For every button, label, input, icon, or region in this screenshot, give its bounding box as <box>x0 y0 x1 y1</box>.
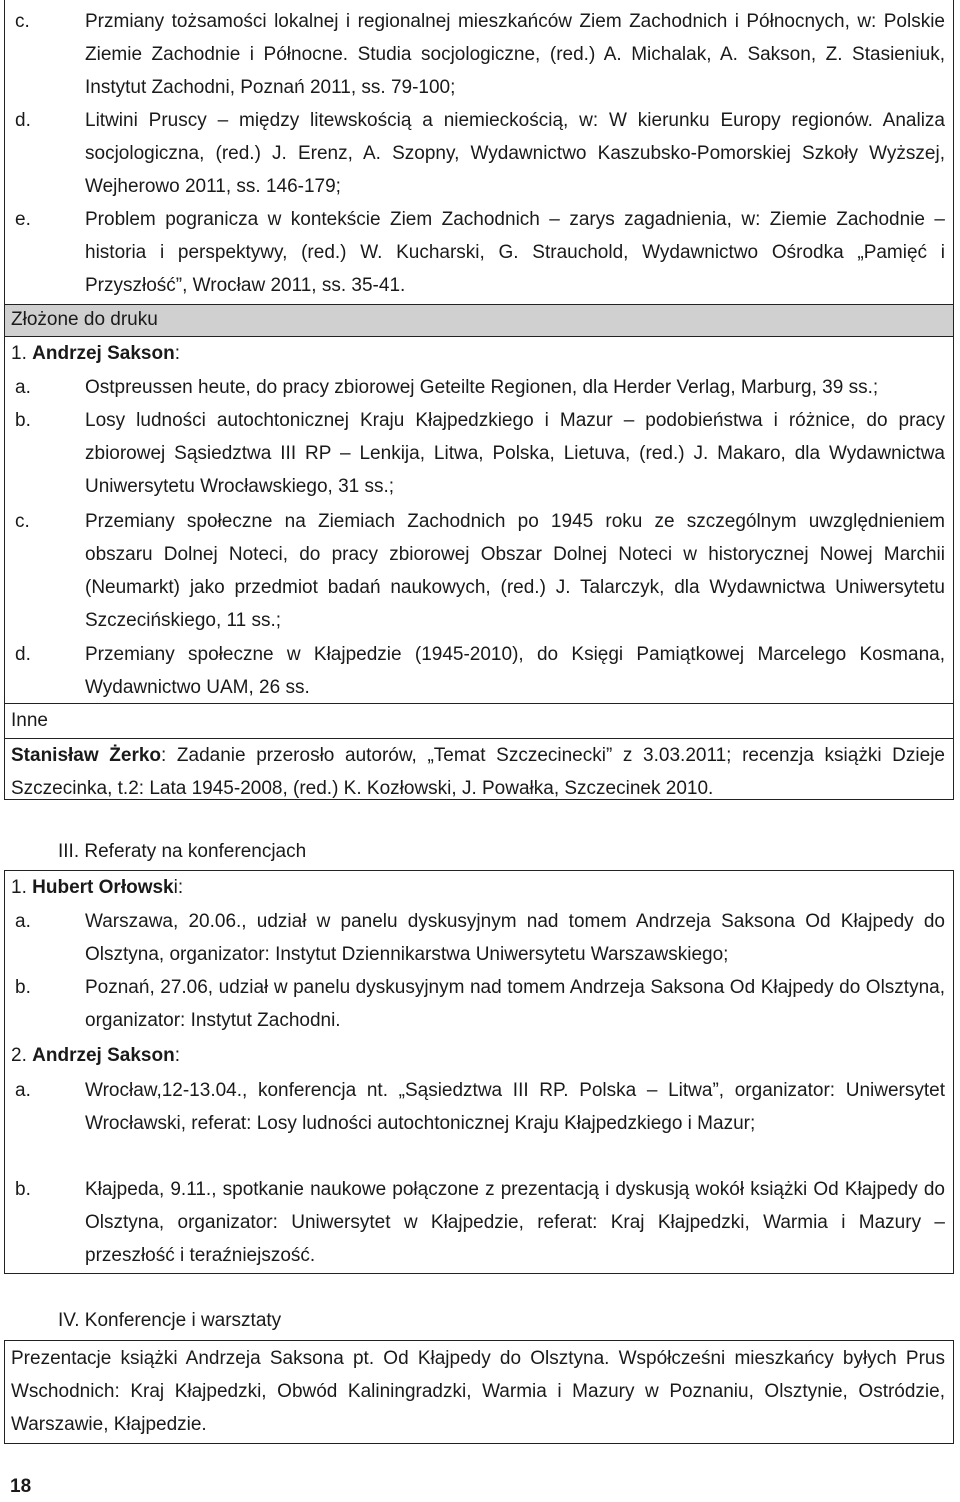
item-text: Ostpreussen heute, do pracy zbiorowej Geteilte Regionen, dla Herder Verlag, Marburg, 39 ss.; <box>85 377 879 398</box>
author-name: Andrzej Sakson <box>32 1045 175 1066</box>
page-number: 18 <box>10 1476 32 1497</box>
item-text: Problem pogranicza w kontekście Ziem Zachodnich – zarys zagadnienia, w: Ziemie Zachodnie – historia i perspektywy, (red.) W. Kucharski, G. Strauchold, Wydawnictwo Ośrodka „Pamięć i Przyszłość”, Wrocław 2011, ss. 35-41. <box>85 209 945 296</box>
item-label: a. <box>15 1080 31 1101</box>
conferences-box <box>4 870 954 1274</box>
item-text: Kłajpeda, 9.11., spotkanie naukowe połączone z prezentacją i dyskusją wokół książki Od Kłajpedy do Olsztyna, organizator: Uniwersytet w Kłajpedzie, referat: Kraj Kłajpedzki, Warmia i Mazury – przeszłość i teraźniejszość. <box>85 1179 945 1266</box>
list-item <box>15 371 945 404</box>
item-text: Przemiany społeczne na Ziemiach Zachodnich po 1945 roku ze szczególnym uwzględnieniem obszaru Dolnej Noteci, do pracy zbiorowej Obszar Dolnej Noteci w historycznej Nowej Marchii (Neumarkt) jako przedmiot badań naukowych, (red.) J. Talarczyk, dla Wydawnictwa Uniwersytetu Szczecińskiego, 11 ss.; <box>85 511 945 631</box>
list-item <box>15 404 945 503</box>
item-label: e. <box>15 209 31 230</box>
list-item <box>15 1173 945 1272</box>
author-number: 1. <box>11 343 27 364</box>
item-label: b. <box>15 1179 31 1200</box>
workshops-text: Prezentacje książki Andrzeja Saksona pt. Od Kłajpedy do Olsztyna. Współcześni mieszkańcy byłych Prus Wschodnich: Kraj Kłajpedzki, Obwód Kaliningradzki, Warmia i Mazury w Poznaniu, Olsztynie, Ostródzie, Warszawie, Kłajpedzie. <box>11 1348 945 1435</box>
author-colon: : <box>174 1045 180 1066</box>
item-text: Losy ludności autochtonicznej Kraju Kłajpedzkiego i Mazur – podobieństwa i różnice, do pracy zbiorowej Sąsiedztwa III RP – Lenkija, Litwa, Polska, Lietuva, (red.) J. Makaro, dla Wydawnictwa Uniwersytetu Wrocławskiego, 31 ss.; <box>85 410 945 497</box>
inne-heading: Inne <box>5 703 953 739</box>
item-text: Przemiany społeczne w Kłajpedzie (1945-2010), do Księgi Pamiątkowej Marcelego Kosmana, Wydawnictwo UAM, 26 ss. <box>85 644 945 698</box>
section-title-iii: III. Referaty na konferencjach <box>58 841 307 862</box>
author-colon: : <box>174 343 180 364</box>
item-label: a. <box>15 911 31 932</box>
section-title-iv: IV. Konferencje i warsztaty <box>58 1310 282 1331</box>
author-line <box>11 871 945 904</box>
author-line <box>11 337 945 370</box>
item-label: d. <box>15 110 31 131</box>
list-item <box>15 104 945 203</box>
item-label: c. <box>15 511 30 532</box>
author-name: Andrzej Sakson <box>32 343 175 364</box>
list-item <box>15 1074 945 1140</box>
list-item <box>15 505 945 637</box>
author-line <box>11 1039 945 1072</box>
author-name: Hubert Orłowsk <box>32 877 174 898</box>
list-item <box>15 638 945 704</box>
item-label: d. <box>15 644 31 665</box>
item-text: Wrocław,12-13.04., konferencja nt. „Sąsiedztwa III RP. Polska – Litwa”, organizator: Uniwersytet Wrocławski, referat: Losy ludności autochtonicznej Kraju Kłajpedzkiego i Mazur; <box>85 1080 945 1134</box>
item-label: b. <box>15 410 31 431</box>
author-number: 1. <box>11 877 27 898</box>
item-text: Przmiany tożsamości lokalnej i regionalnej mieszkańców Ziem Zachodnich i Północnych, w: Polskie Ziemie Zachodnie i Północne. Studia socjologiczne, (red.) A. Michalak, A. Sakson, Z. Stasieniuk, Instytut Zachodni, Poznań 2011, ss. 79-100; <box>85 11 945 98</box>
publications-box <box>4 0 954 800</box>
item-text: Litwini Pruscy – między litewskością a niemieckością, w: W kierunku Europy regionów. Analiza socjologiczna, (red.) J. Erenz, A. Szopny, Wydawnictwo Kaszubsko-Pomorskiej Szkoły Wyższej, Wejherowo 2011, ss. 146-179; <box>85 110 945 197</box>
author-number: 2. <box>11 1045 27 1066</box>
item-label: a. <box>15 377 31 398</box>
item-label: c. <box>15 11 30 32</box>
list-item <box>15 905 945 971</box>
list-item <box>15 971 945 1037</box>
section-heading: Złożone do druku <box>5 304 953 337</box>
item-text: Warszawa, 20.06., udział w panelu dyskusyjnym nad tomem Andrzeja Saksona Od Kłajpedy do Olsztyna, organizator: Instytut Dziennikarstwa Uniwersytetu Warszawskiego; <box>85 911 945 965</box>
workshops-box <box>4 1340 954 1444</box>
zerko-text: : Zadanie przerosło autorów, „Temat Szczecinecki” z 3.03.2011; recenzja książki Dzieje Szczecinka, t.2: Lata 1945-2008, (red.) K. Kozłowski, J. Powałka, Szczecinek 2010. <box>11 745 945 799</box>
item-text: Poznań, 27.06, udział w panelu dyskusyjnym nad tomem Andrzeja Saksona Od Kłajpedy do Olsztyna, organizator: Instytut Zachodni. <box>85 977 945 1031</box>
list-item <box>15 203 945 302</box>
zerko-entry <box>11 739 945 805</box>
item-label: b. <box>15 977 31 998</box>
zerko-name: Stanisław Żerko <box>11 745 162 766</box>
author-name-tail: i: <box>173 877 184 898</box>
list-item <box>15 5 945 104</box>
